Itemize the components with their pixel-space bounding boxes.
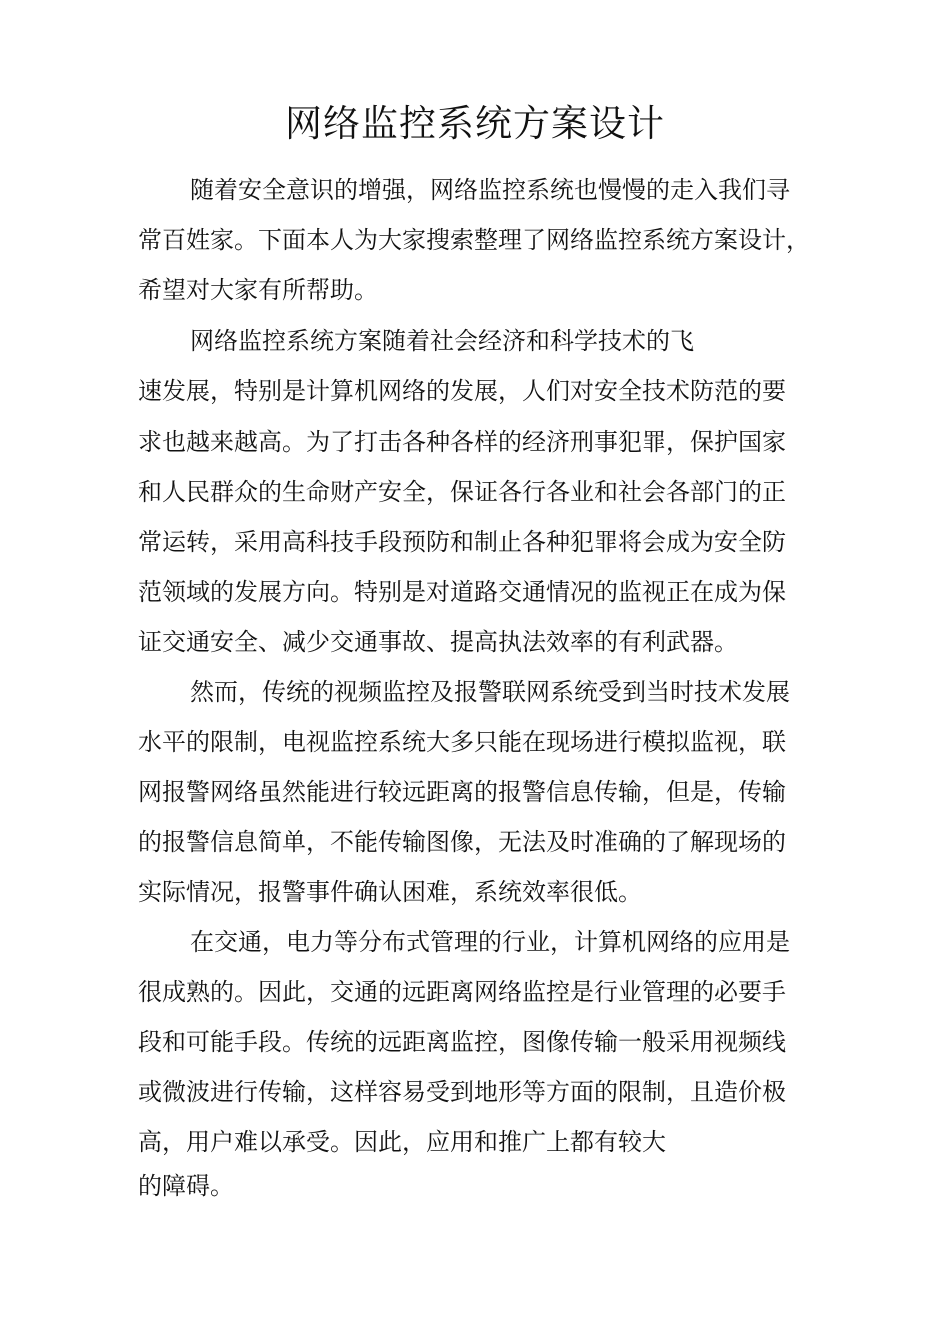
- paragraph-3-line-2: 水平的限制，电视监控系统大多只能在现场进行模拟监视，联: [138, 728, 786, 756]
- paragraph-1-line-2: 常百姓家。下面本人为大家搜索整理了网络监控系统方案设计，: [138, 226, 810, 254]
- paragraph-4-line-4: 或微波进行传输，这样容易受到地形等方面的限制，且造价极: [138, 1078, 786, 1106]
- paragraph-2-line-4: 和人民群众的生命财产安全，保证各行各业和社会各部门的正: [138, 478, 786, 506]
- paragraph-3-line-4: 的报警信息简单，不能传输图像，无法及时准确的了解现场的: [138, 828, 786, 856]
- paragraph-1-line-1: 随着安全意识的增强，网络监控系统也慢慢的走入我们寻: [190, 176, 790, 204]
- paragraph-2-line-3: 求也越来越高。为了打击各种各样的经济刑事犯罪，保护国家: [138, 428, 786, 456]
- paragraph-2-line-2: 速发展，特别是计算机网络的发展，人们对安全技术防范的要: [138, 377, 786, 405]
- paragraph-3-line-3: 网报警网络虽然能进行较远距离的报警信息传输，但是，传输: [138, 778, 786, 806]
- paragraph-4-line-1: 在交通，电力等分布式管理的行业，计算机网络的应用是: [190, 928, 790, 956]
- paragraph-2-line-5: 常运转，采用高科技手段预防和制止各种犯罪将会成为安全防: [138, 528, 786, 556]
- paragraph-2-line-1: 网络监控系统方案随着社会经济和科学技术的飞: [190, 327, 694, 355]
- paragraph-4-line-5: 高，用户难以承受。因此，应用和推广上都有较大: [138, 1128, 666, 1156]
- paragraph-4-line-2: 很成熟的。因此，交通的远距离网络监控是行业管理的必要手: [138, 978, 786, 1006]
- paragraph-2-line-6: 范领域的发展方向。特别是对道路交通情况的监视正在成为保: [138, 578, 786, 606]
- paragraph-3-line-1: 然而，传统的视频监控及报警联网系统受到当时技术发展: [190, 678, 790, 706]
- paragraph-3-line-5: 实际情况，报警事件确认困难，系统效率很低。: [138, 878, 642, 906]
- paragraph-4-line-3: 段和可能手段。传统的远距离监控，图像传输一般采用视频线: [138, 1028, 786, 1056]
- paragraph-2-line-7: 证交通安全、减少交通事故、提高执法效率的有利武器。: [138, 628, 738, 656]
- paragraph-4-line-6: 的障碍。: [138, 1172, 234, 1200]
- document-title: 网络监控系统方案设计: [285, 102, 665, 145]
- paragraph-1-line-3: 希望对大家有所帮助。: [138, 276, 378, 304]
